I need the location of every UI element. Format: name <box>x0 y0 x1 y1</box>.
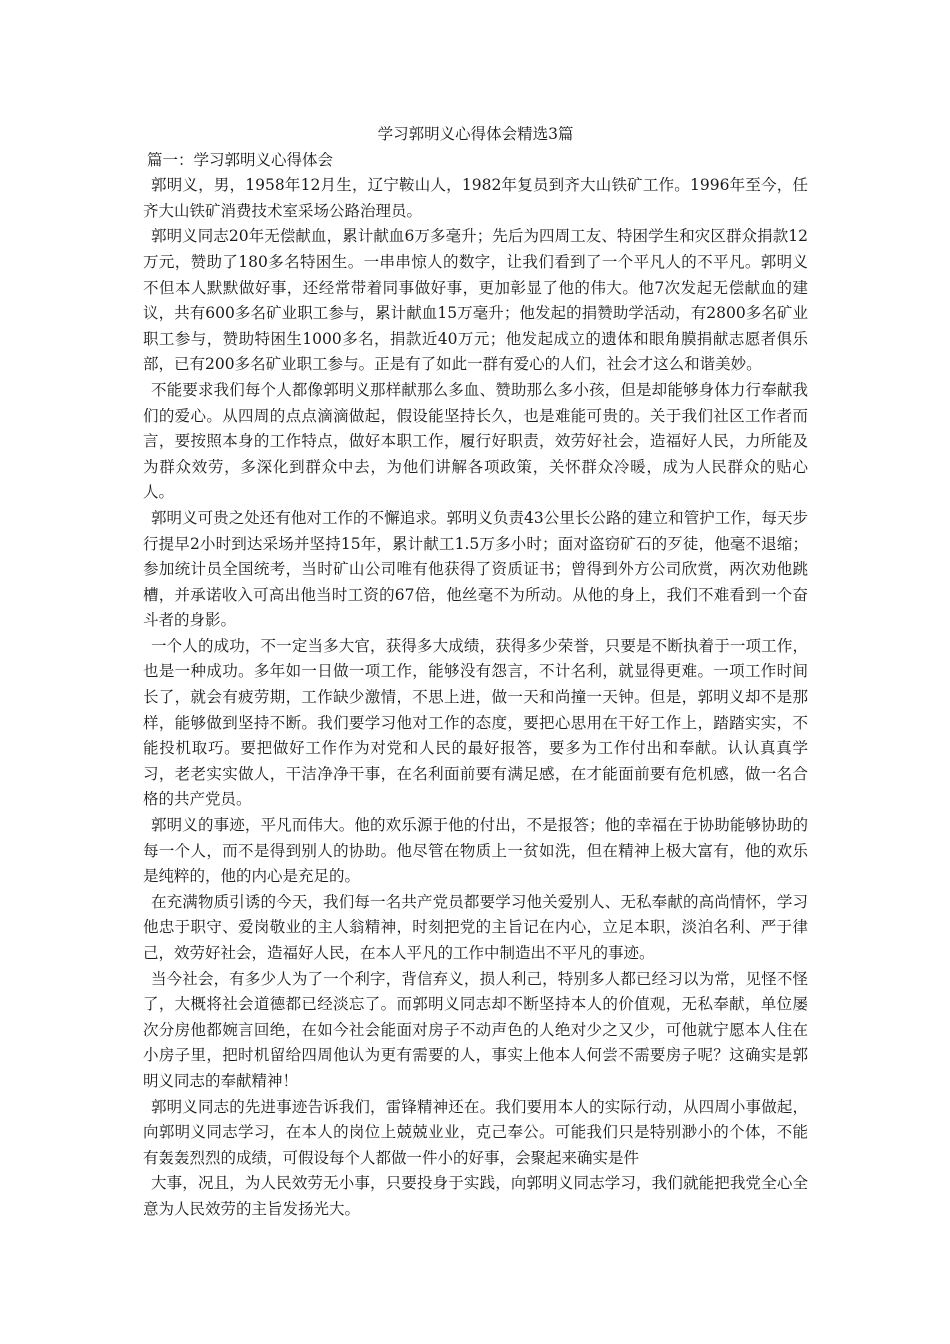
document-title: 学习郭明义心得体会精选3篇 <box>377 125 574 143</box>
paragraph-9: 郭明义同志的先进事迹告诉我们，雷锋精神还在。我们要用本人的实际行动，从四周小事做起，向郭明义同志学习，在本人的岗位上兢兢业业，克己奉公。可能我们只是特别渺小的个体，不能有轰轰烈烈的成绩，可假设每个人都做一件小的好事，会聚起来确实是件 <box>143 1097 808 1167</box>
paragraph-4: 郭明义可贵之处还有他对工作的不懈追求。郭明义负责43公里长公路的建立和管护工作，每天步行提早2小时到达采场并坚持15年，累计献工1.5万多小时；面对盗窃矿石的歹徒，他毫不退缩；参加统计员全国统考，当时矿山公司唯有他获得了资质证书；曾得到外方公司欣赏，两次劝他跳槽，并承诺收入可高出他当时工资的67倍，他丝毫不为所动。从他的身上，我们不难看到一个奋斗者的身影。 <box>143 508 808 630</box>
paragraph-3: 不能要求我们每个人都像郭明义那样献那么多血、赞助那么多小孩，但是却能够身体力行奉献我们的爱心。从四周的点点滴滴做起，假设能坚持长久，也是难能可贵的。关于我们社区工作者而言，要按照本身的工作特点，做好本职工作，履行好职责，效劳好社会，造福好人民，力所能及为群众效劳，多深化到群众中去，为他们讲解各项政策，关怀群众冷暖，成为人民群众的贴心人。 <box>143 380 808 502</box>
paragraph-8: 当今社会，有多少人为了一个利字，背信弃义，损人利己，特别多人都已经习以为常，见怪不怪了，大概将社会道德都已经淡忘了。而郭明义同志却不断坚持本人的价值观，无私奉献，单位屡次分房他都婉言回绝，在如今社会能面对房子不动声色的人绝对少之又少，可他就宁愿本人住在小房子里，把时机留给四周他认为更有需要的人，事实上他本人何尝不需要房子呢？这确实是郭明义同志的奉献精神！ <box>143 969 808 1090</box>
paragraph-5: 一个人的成功，不一定当多大官，获得多大成绩，获得多少荣誉，只要是不断执着于一项工作，也是一种成功。多年如一日做一项工作，能够没有怨言，不计名利，就显得更难。一项工作时间长了，就会有疲劳期，工作缺少激情，不思上进，做一天和尚撞一天钟。但是，郭明义却不是那样，能够做到坚持不断。我们要学习他对工作的态度，要把心思用在干好工作上，踏踏实实，不能投机取巧。要把做好工作作为对党和人民的最好报答，要多为工作付出和奉献。认认真真学习，老老实实做人，干洁净净干事，在名利面前要有满足感，在才能面前要有危机感，做一名合格的共产党员。 <box>143 636 808 809</box>
paragraph-10: 大事，况且，为人民效劳无小事，只要投身于实践，向郭明义同志学习，我们就能把我党全心全意为人民效劳的主旨发扬光大。 <box>143 1174 808 1218</box>
paragraph-2: 郭明义同志20年无偿献血，累计献血6万多毫升；先后为四周工友、特困学生和灾区群众捐款12万元，赞助了180多名特困生。一串串惊人的数字，让我们看到了一个平凡人的不平凡。郭明义不但本人默默做好事，还经常带着同事做好事，更加彰显了他的伟大。他7次发起无偿献血的建议，共有600多名矿业职工参与，累计献血15万毫升；他发起的捐赞助学活动，有2800多名矿业职工参与，赞助特困生1000多名，捐款近40万元；他发起成立的遗体和眼角膜捐献志愿者俱乐部，已有200多名矿业职工参与。正是有了如此一群有爱心的人们，社会才这么和谐美妙。 <box>143 227 808 374</box>
document-page <box>143 122 808 1223</box>
paragraph-7: 在充满物质引诱的今天，我们每一名共产党员都要学习他关爱别人、无私奉献的高尚情怀，学习他忠于职守、爱岗敬业的主人翁精神，时刻把党的主旨记在内心，立足本职，淡泊名利、严于律己，效劳好社会，造福好人民，在本人平凡的工作中制造出不平凡的事迹。 <box>143 892 808 962</box>
section-heading: 篇一：学习郭明义心得体会 <box>147 150 334 169</box>
paragraph-6: 郭明义的事迹，平凡而伟大。他的欢乐源于他的付出，不是报答；他的幸福在于协助能够协助的每一个人，而不是得到别人的协助。他尽管在物质上一贫如洗，但在精神上极大富有，他的欢乐是纯粹的，他的内心是充足的。 <box>143 816 808 886</box>
paragraph-1: 郭明义，男，1958年12月生，辽宁鞍山人，1982年复员到齐大山铁矿工作。1996年至今，任齐大山铁矿消费技术室采场公路治理员。 <box>143 176 808 220</box>
